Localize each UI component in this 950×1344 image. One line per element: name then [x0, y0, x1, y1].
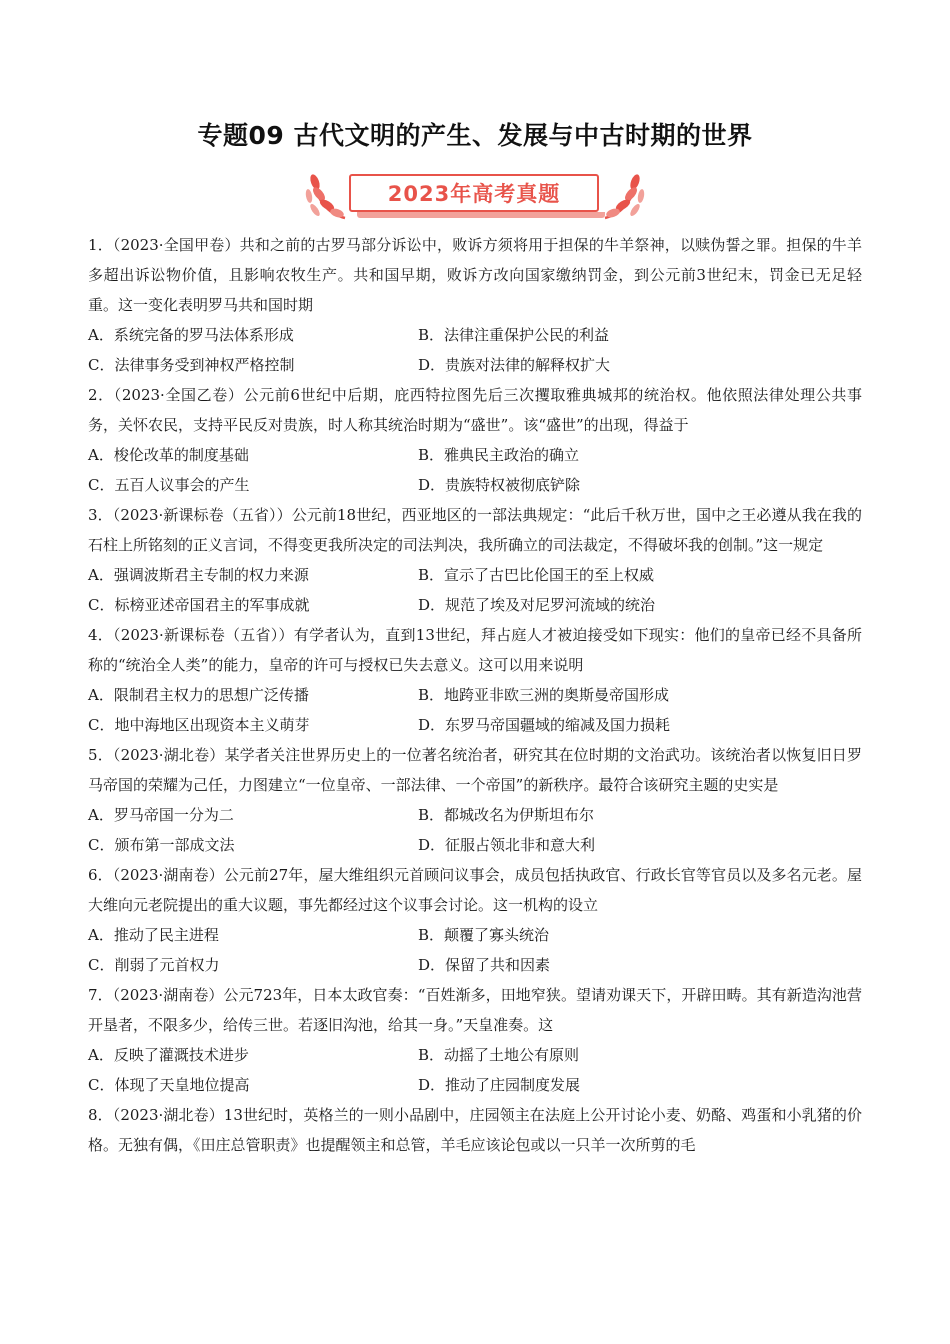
option-c: C．地中海地区出现资本主义萌芽 [88, 716, 310, 734]
section-banner [305, 168, 645, 224]
banner-label-box [349, 174, 599, 212]
option-c: C．法律事务受到神权严格控制 [88, 356, 295, 374]
option-group [88, 1040, 862, 1100]
option-c: C．五百人议事会的产生 [88, 476, 250, 494]
question-list [88, 230, 862, 1160]
option-d: D．贵族对法律的解释权扩大 [418, 356, 611, 374]
option-d: D．贵族特权被彻底铲除 [418, 476, 581, 494]
question-stem: 1．（2023·全国甲卷）共和之前的古罗马部分诉讼中，败诉方须将用于担保的牛羊祭神，以赎伪誓之罪。担保的牛羊多超出诉讼物价值，且影响农牧生产。共和国早期，败诉方改向国家缴纳罚金，到公元前3世纪末，罚金已无足轻重。这一变化表明罗马共和国时期 [88, 236, 862, 314]
option-a: A．罗马帝国一分为二 [88, 806, 234, 824]
option-b: B．颠覆了寡头统治 [418, 926, 550, 944]
question-stem: 2．（2023·全国乙卷）公元前6世纪中后期，庇西特拉图先后三次攫取雅典城邦的统治权。他依照法律处理公共事务，关怀农民，支持平民反对贵族，时人称其统治时期为“盛世”。该“盛世”的出现，得益于 [88, 386, 862, 434]
option-b: B．宣示了古巴比伦国王的至上权威 [418, 566, 655, 584]
option-b: B．地跨亚非欧三洲的奥斯曼帝国形成 [418, 686, 670, 704]
option-b: B．都城改名为伊斯坦布尔 [418, 806, 595, 824]
laurel-icon [305, 168, 351, 224]
option-b: B．雅典民主政治的确立 [418, 446, 580, 464]
laurel-icon [599, 168, 645, 224]
question-stem: 8．（2023·湖北卷）13世纪时，英格兰的一则小品剧中，庄园领主在法庭上公开讨论小麦、奶酪、鸡蛋和小乳猪的价格。无独有偶，《田庄总管职责》也提醒领主和总管，羊毛应该论包或以一只羊一次所剪的毛 [88, 1106, 862, 1154]
question-stem: 7．（2023·湖南卷）公元723年，日本太政官奏：“百姓渐多，田地窄狭。望请劝课天下，开辟田畴。其有新造沟池营开垦者，不限多少，给传三世。若逐旧沟池，给其一身。”天皇准奏。这 [88, 986, 862, 1034]
option-group [88, 920, 862, 980]
option-a: A．梭伦改革的制度基础 [88, 446, 249, 464]
option-group [88, 440, 862, 500]
option-d: D．东罗马帝国疆域的缩减及国力损耗 [418, 716, 671, 734]
option-c: C．颁布第一部成文法 [88, 836, 235, 854]
banner-label: 2023年高考真题 [387, 182, 561, 206]
question-stem: 4．（2023·新课标卷（五省））有学者认为，直到13世纪，拜占庭人才被迫接受如下现实：他们的皇帝已经不具备所称的“统治全人类”的能力，皇帝的许可与授权已失去意义。这可以用来说明 [88, 626, 862, 674]
option-d: D．规范了埃及对尼罗河流域的统治 [418, 596, 656, 614]
option-c: C．削弱了元首权力 [88, 956, 220, 974]
option-a: A．限制君主权力的思想广泛传播 [88, 686, 309, 704]
option-group [88, 560, 862, 620]
page-title: 专题09 古代文明的产生、发展与中古时期的世界 [197, 121, 753, 150]
option-b: B．法律注重保护公民的利益 [418, 326, 610, 344]
question-stem: 5．（2023·湖北卷）某学者关注世界历史上的一位著名统治者，研究其在位时期的文治武功。该统治者以恢复旧日罗马帝国的荣耀为己任，力图建立“一位皇帝、一部法律、一个帝国”的新秩序。最符合该研究主题的史实是 [88, 746, 862, 794]
option-a: A．系统完备的罗马法体系形成 [88, 326, 294, 344]
option-d: D．推动了庄园制度发展 [418, 1076, 581, 1094]
option-group [88, 800, 862, 860]
option-b: B．动摇了土地公有原则 [418, 1046, 580, 1064]
option-d: D．征服占领北非和意大利 [418, 836, 596, 854]
option-c: C．标榜亚述帝国君主的军事成就 [88, 596, 310, 614]
option-c: C．体现了天皇地位提高 [88, 1076, 250, 1094]
option-a: A．强调波斯君主专制的权力来源 [88, 566, 309, 584]
question-stem: 3．（2023·新课标卷（五省））公元前18世纪，西亚地区的一部法典规定：“此后千秋万世，国中之王必遵从我在我的石柱上所铭刻的正义言词，不得变更我所决定的司法判决，我所确立的司法裁定，不得破坏我的创制。”这一规定 [88, 506, 862, 554]
option-a: A．推动了民主进程 [88, 926, 219, 944]
option-group [88, 680, 862, 740]
question-stem: 6．（2023·湖南卷）公元前27年，屋大维组织元首顾问议事会，成员包括执政官、行政长官等官员以及多名元老。屋大维向元老院提出的重大议题，事先都经过这个议事会讨论。这一机构的设立 [88, 866, 862, 914]
option-a: A．反映了灌溉技术进步 [88, 1046, 249, 1064]
option-d: D．保留了共和因素 [418, 956, 551, 974]
option-group [88, 320, 862, 380]
